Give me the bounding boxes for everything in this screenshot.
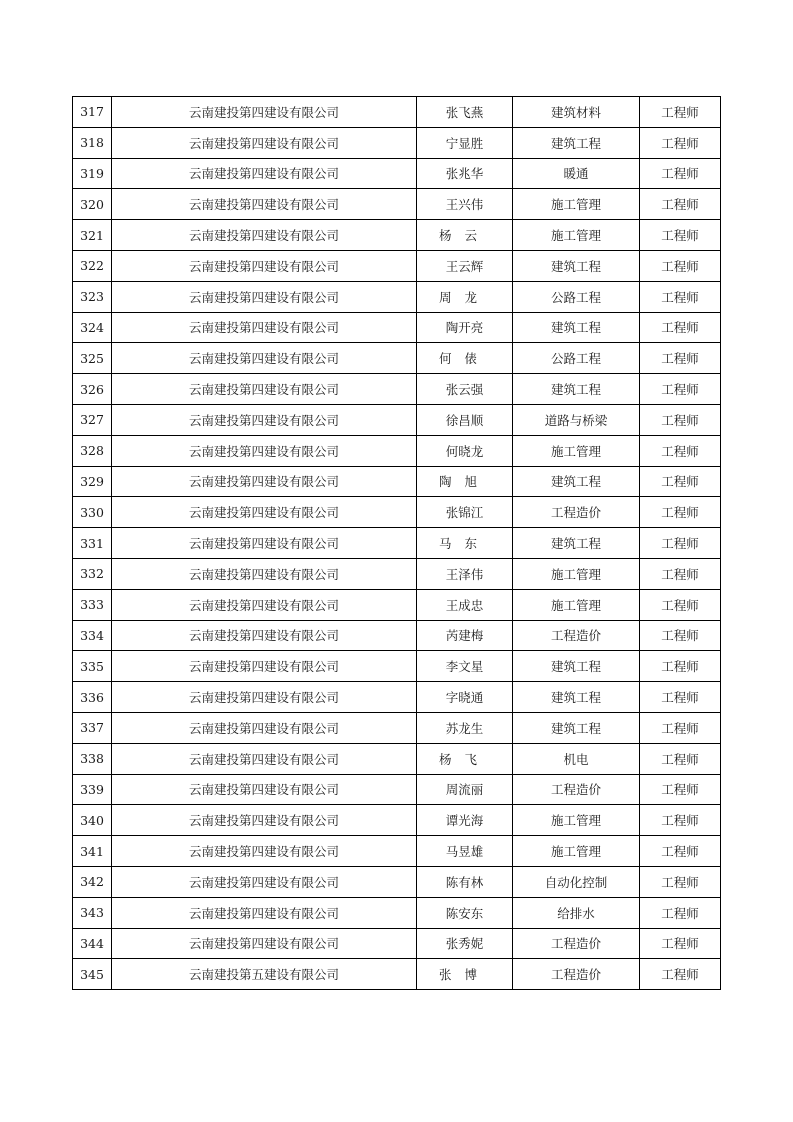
table-row [73, 959, 721, 990]
table-row [73, 343, 721, 374]
name-cell: 宁显胜 [417, 127, 513, 158]
specialty-cell: 施工管理 [513, 805, 640, 836]
table-row [73, 651, 721, 682]
title-cell: 工程师 [640, 589, 721, 620]
specialty-cell: 建筑工程 [513, 466, 640, 497]
table-row [73, 312, 721, 343]
title-cell: 工程师 [640, 343, 721, 374]
row-number-cell: 344 [73, 928, 112, 959]
company-cell: 云南建投第四建设有限公司 [112, 435, 417, 466]
name-cell: 马昱雄 [417, 836, 513, 867]
roster-table [72, 96, 721, 990]
name-cell: 杨飞 [417, 743, 513, 774]
table-row [73, 589, 721, 620]
name-cell: 马东 [417, 528, 513, 559]
row-number-cell: 340 [73, 805, 112, 836]
company-cell: 云南建投第四建设有限公司 [112, 651, 417, 682]
company-cell: 云南建投第四建设有限公司 [112, 928, 417, 959]
name-cell: 徐昌顺 [417, 404, 513, 435]
title-cell: 工程师 [640, 127, 721, 158]
name-cell: 何俵 [417, 343, 513, 374]
roster-table-body [73, 97, 721, 990]
table-row [73, 743, 721, 774]
specialty-cell: 建筑工程 [513, 374, 640, 405]
name-cell: 周流丽 [417, 774, 513, 805]
title-cell: 工程师 [640, 250, 721, 281]
specialty-cell: 工程造价 [513, 620, 640, 651]
company-cell: 云南建投第四建设有限公司 [112, 558, 417, 589]
table-row [73, 158, 721, 189]
row-number-cell: 335 [73, 651, 112, 682]
specialty-cell: 给排水 [513, 897, 640, 928]
title-cell: 工程师 [640, 558, 721, 589]
title-cell: 工程师 [640, 805, 721, 836]
specialty-cell: 施工管理 [513, 220, 640, 251]
company-cell: 云南建投第四建设有限公司 [112, 682, 417, 713]
row-number-cell: 318 [73, 127, 112, 158]
title-cell: 工程师 [640, 158, 721, 189]
table-row [73, 127, 721, 158]
table-row [73, 712, 721, 743]
table-row [73, 435, 721, 466]
company-cell: 云南建投第四建设有限公司 [112, 343, 417, 374]
row-number-cell: 329 [73, 466, 112, 497]
name-cell: 苏龙生 [417, 712, 513, 743]
row-number-cell: 338 [73, 743, 112, 774]
company-cell: 云南建投第四建设有限公司 [112, 620, 417, 651]
name-cell: 陈安东 [417, 897, 513, 928]
specialty-cell: 工程造价 [513, 774, 640, 805]
table-row [73, 682, 721, 713]
row-number-cell: 333 [73, 589, 112, 620]
title-cell: 工程师 [640, 743, 721, 774]
title-cell: 工程师 [640, 928, 721, 959]
name-cell: 王成忠 [417, 589, 513, 620]
row-number-cell: 325 [73, 343, 112, 374]
table-row [73, 404, 721, 435]
name-cell: 谭光海 [417, 805, 513, 836]
title-cell: 工程师 [640, 774, 721, 805]
title-cell: 工程师 [640, 897, 721, 928]
table-row [73, 189, 721, 220]
name-cell: 陶开亮 [417, 312, 513, 343]
title-cell: 工程师 [640, 682, 721, 713]
specialty-cell: 建筑工程 [513, 250, 640, 281]
title-cell: 工程师 [640, 404, 721, 435]
table-row [73, 866, 721, 897]
name-cell: 何晓龙 [417, 435, 513, 466]
title-cell: 工程师 [640, 651, 721, 682]
specialty-cell: 机电 [513, 743, 640, 774]
row-number-cell: 336 [73, 682, 112, 713]
specialty-cell: 建筑工程 [513, 312, 640, 343]
company-cell: 云南建投第四建设有限公司 [112, 250, 417, 281]
name-cell: 张锦江 [417, 497, 513, 528]
specialty-cell: 工程造价 [513, 928, 640, 959]
specialty-cell: 施工管理 [513, 589, 640, 620]
specialty-cell: 建筑工程 [513, 651, 640, 682]
specialty-cell: 建筑材料 [513, 97, 640, 128]
company-cell: 云南建投第四建设有限公司 [112, 805, 417, 836]
name-cell: 张秀妮 [417, 928, 513, 959]
title-cell: 工程师 [640, 959, 721, 990]
name-cell: 陶旭 [417, 466, 513, 497]
name-cell: 王云辉 [417, 250, 513, 281]
row-number-cell: 332 [73, 558, 112, 589]
company-cell: 云南建投第四建设有限公司 [112, 743, 417, 774]
title-cell: 工程师 [640, 220, 721, 251]
row-number-cell: 324 [73, 312, 112, 343]
table-row [73, 774, 721, 805]
specialty-cell: 工程造价 [513, 959, 640, 990]
name-cell: 王泽伟 [417, 558, 513, 589]
specialty-cell: 施工管理 [513, 558, 640, 589]
row-number-cell: 345 [73, 959, 112, 990]
name-cell: 张兆华 [417, 158, 513, 189]
row-number-cell: 343 [73, 897, 112, 928]
title-cell: 工程师 [640, 189, 721, 220]
row-number-cell: 321 [73, 220, 112, 251]
title-cell: 工程师 [640, 497, 721, 528]
company-cell: 云南建投第四建设有限公司 [112, 158, 417, 189]
name-cell: 张云强 [417, 374, 513, 405]
row-number-cell: 334 [73, 620, 112, 651]
company-cell: 云南建投第四建设有限公司 [112, 312, 417, 343]
company-cell: 云南建投第四建设有限公司 [112, 774, 417, 805]
company-cell: 云南建投第四建设有限公司 [112, 127, 417, 158]
table-row [73, 497, 721, 528]
specialty-cell: 建筑工程 [513, 682, 640, 713]
title-cell: 工程师 [640, 435, 721, 466]
specialty-cell: 建筑工程 [513, 712, 640, 743]
name-cell: 张博 [417, 959, 513, 990]
table-row [73, 250, 721, 281]
title-cell: 工程师 [640, 374, 721, 405]
title-cell: 工程师 [640, 866, 721, 897]
company-cell: 云南建投第四建设有限公司 [112, 220, 417, 251]
name-cell: 王兴伟 [417, 189, 513, 220]
specialty-cell: 公路工程 [513, 281, 640, 312]
table-row [73, 805, 721, 836]
table-row [73, 374, 721, 405]
row-number-cell: 337 [73, 712, 112, 743]
name-cell: 周龙 [417, 281, 513, 312]
table-row [73, 836, 721, 867]
row-number-cell: 322 [73, 250, 112, 281]
company-cell: 云南建投第四建设有限公司 [112, 589, 417, 620]
company-cell: 云南建投第四建设有限公司 [112, 374, 417, 405]
row-number-cell: 320 [73, 189, 112, 220]
company-cell: 云南建投第四建设有限公司 [112, 466, 417, 497]
title-cell: 工程师 [640, 97, 721, 128]
title-cell: 工程师 [640, 712, 721, 743]
title-cell: 工程师 [640, 281, 721, 312]
company-cell: 云南建投第四建设有限公司 [112, 866, 417, 897]
name-cell: 杨云 [417, 220, 513, 251]
row-number-cell: 327 [73, 404, 112, 435]
company-cell: 云南建投第四建设有限公司 [112, 281, 417, 312]
name-cell: 李文星 [417, 651, 513, 682]
specialty-cell: 暖通 [513, 158, 640, 189]
specialty-cell: 道路与桥梁 [513, 404, 640, 435]
title-cell: 工程师 [640, 466, 721, 497]
title-cell: 工程师 [640, 836, 721, 867]
company-cell: 云南建投第五建设有限公司 [112, 959, 417, 990]
specialty-cell: 自动化控制 [513, 866, 640, 897]
specialty-cell: 施工管理 [513, 435, 640, 466]
table-row [73, 528, 721, 559]
title-cell: 工程师 [640, 528, 721, 559]
company-cell: 云南建投第四建设有限公司 [112, 97, 417, 128]
row-number-cell: 342 [73, 866, 112, 897]
specialty-cell: 施工管理 [513, 189, 640, 220]
company-cell: 云南建投第四建设有限公司 [112, 897, 417, 928]
company-cell: 云南建投第四建设有限公司 [112, 528, 417, 559]
table-row [73, 928, 721, 959]
row-number-cell: 328 [73, 435, 112, 466]
table-row [73, 558, 721, 589]
specialty-cell: 公路工程 [513, 343, 640, 374]
row-number-cell: 319 [73, 158, 112, 189]
row-number-cell: 330 [73, 497, 112, 528]
table-row [73, 97, 721, 128]
name-cell: 芮建梅 [417, 620, 513, 651]
name-cell: 张飞燕 [417, 97, 513, 128]
specialty-cell: 施工管理 [513, 836, 640, 867]
specialty-cell: 建筑工程 [513, 127, 640, 158]
row-number-cell: 341 [73, 836, 112, 867]
company-cell: 云南建投第四建设有限公司 [112, 836, 417, 867]
title-cell: 工程师 [640, 620, 721, 651]
table-row [73, 897, 721, 928]
table-row [73, 281, 721, 312]
company-cell: 云南建投第四建设有限公司 [112, 497, 417, 528]
row-number-cell: 331 [73, 528, 112, 559]
table-row [73, 220, 721, 251]
specialty-cell: 工程造价 [513, 497, 640, 528]
title-cell: 工程师 [640, 312, 721, 343]
company-cell: 云南建投第四建设有限公司 [112, 404, 417, 435]
name-cell: 陈有林 [417, 866, 513, 897]
table-row [73, 620, 721, 651]
specialty-cell: 建筑工程 [513, 528, 640, 559]
table-row [73, 466, 721, 497]
company-cell: 云南建投第四建设有限公司 [112, 712, 417, 743]
name-cell: 字晓通 [417, 682, 513, 713]
row-number-cell: 323 [73, 281, 112, 312]
row-number-cell: 317 [73, 97, 112, 128]
company-cell: 云南建投第四建设有限公司 [112, 189, 417, 220]
row-number-cell: 339 [73, 774, 112, 805]
row-number-cell: 326 [73, 374, 112, 405]
